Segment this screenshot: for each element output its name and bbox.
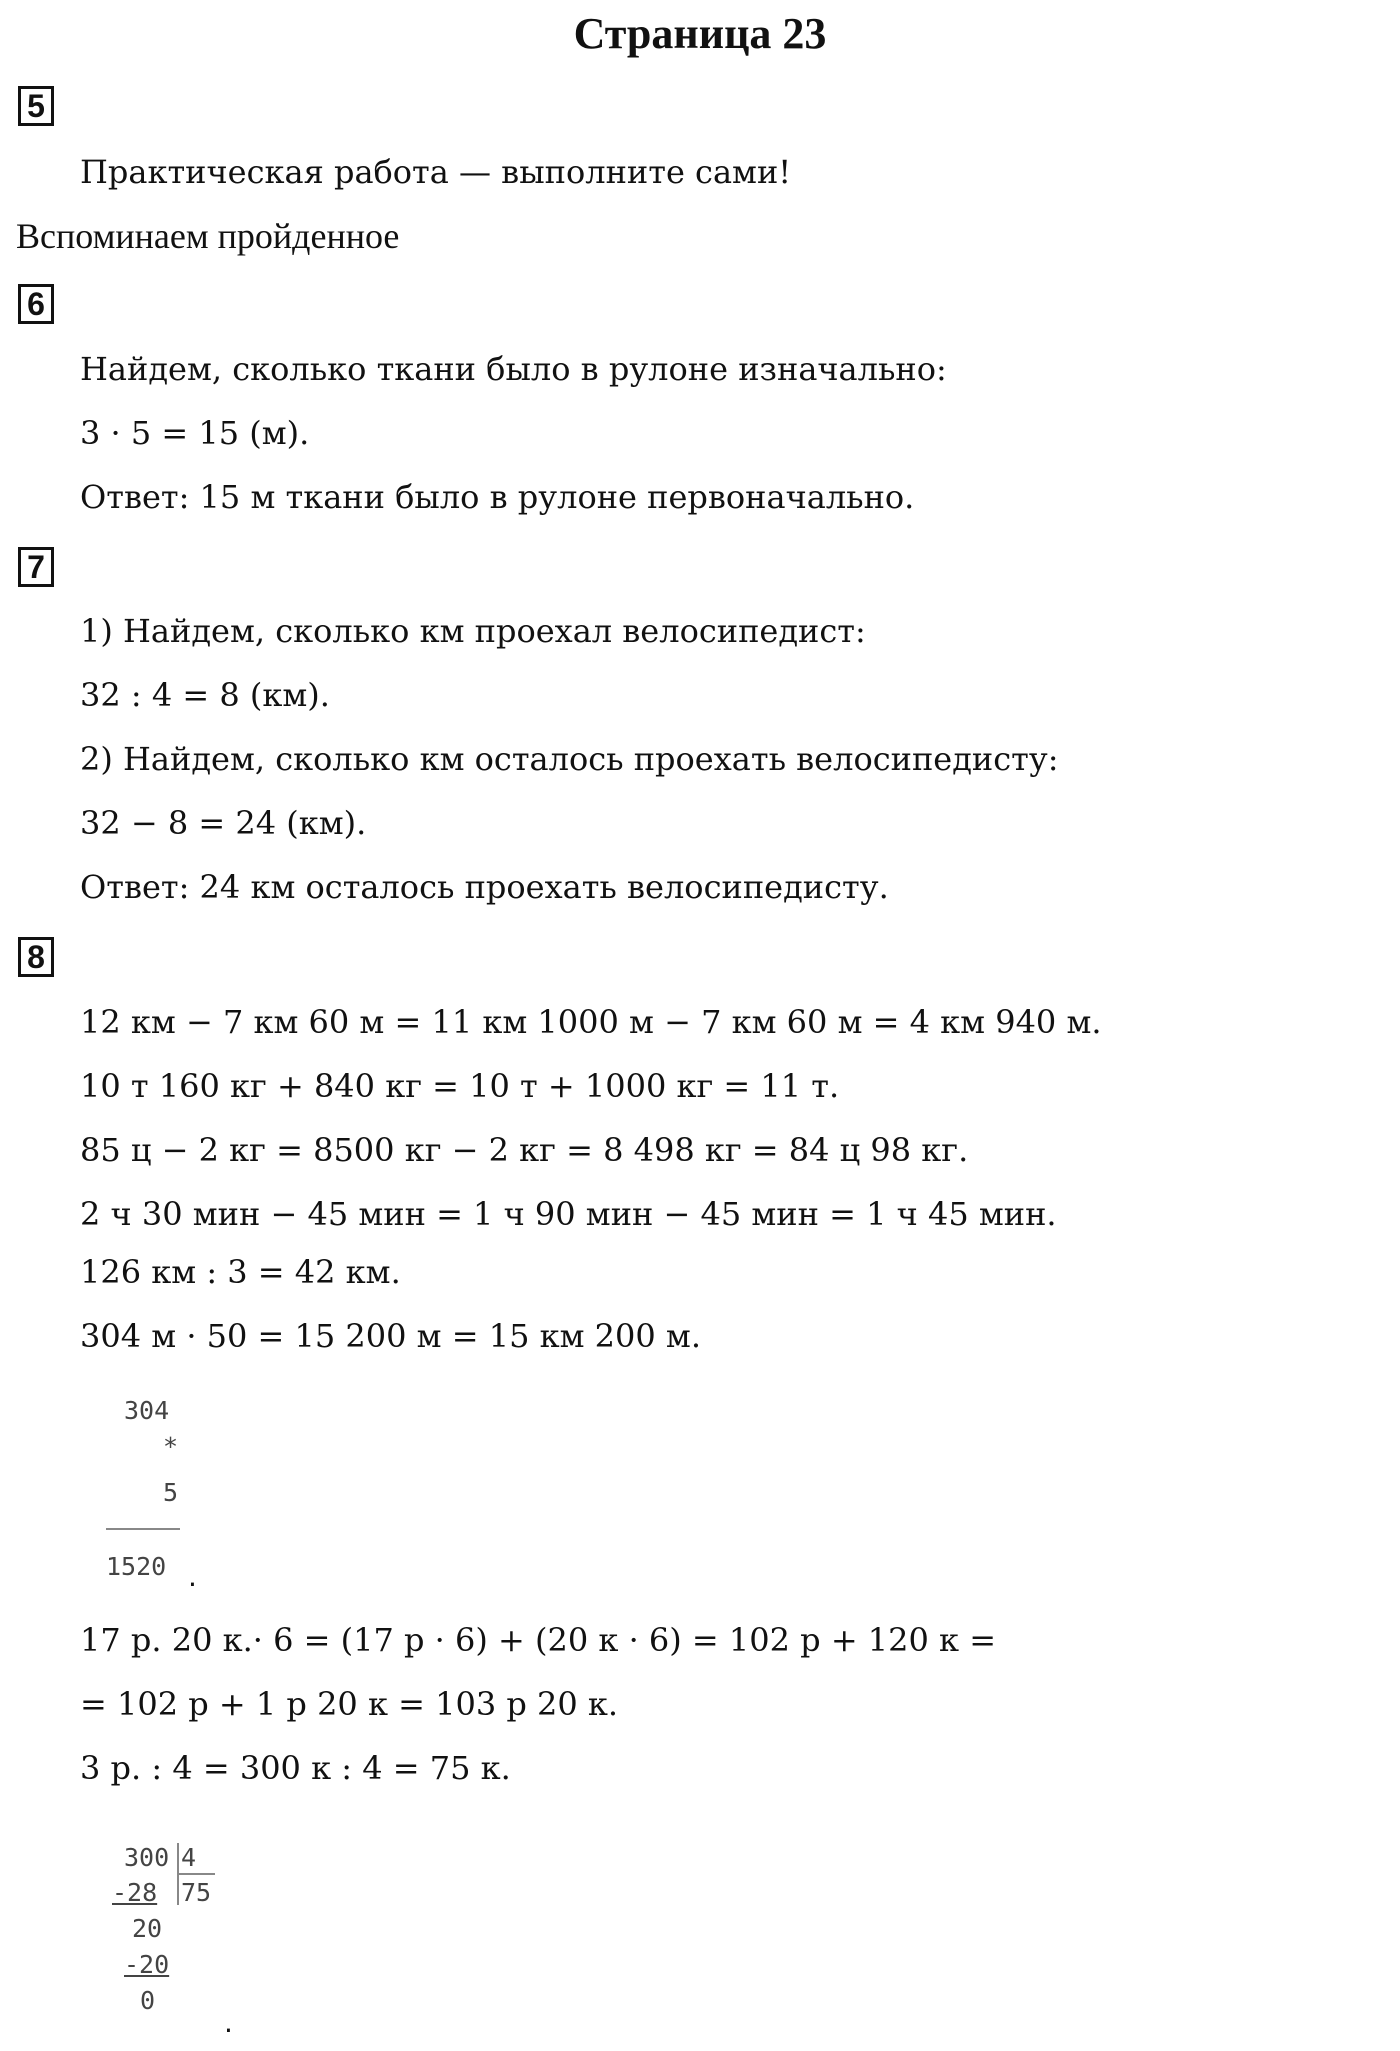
task6-line-3: Ответ: 15 м ткани было в рулоне первоначально. [80,478,915,516]
div-quotient: 75 [181,1878,212,1907]
task8-line-9: 3 р. : 4 = 300 к : 4 = 75 к. [80,1749,511,1787]
task7-line-2: 32 : 4 = 8 (км). [80,676,330,714]
task6-line-1: Найдем, сколько ткани было в рулоне изначально: [80,350,947,388]
review-heading: Вспоминаем пройденное [16,216,400,256]
task-number-7: 7 [18,547,54,587]
task7-line-1: 1) Найдем, сколько км проехал велосипедист: [80,612,866,650]
task-number-8: 8 [18,937,54,977]
task8-line-7: 17 р. 20 к.· 6 = (17 р · 6) + (20 к · 6) = 102 р + 120 к = [80,1621,997,1659]
task8-line-4: 2 ч 30 мин − 45 мин = 1 ч 90 мин − 45 мин = 1 ч 45 мин. [80,1195,1057,1233]
task8-line-6: 304 м · 50 = 15 200 м = 15 км 200 м. [80,1317,701,1355]
div-dot: . [224,2006,233,2039]
div-divisor: 4 [181,1843,197,1872]
div-remainder-2: 0 [140,1986,156,2015]
mult-bottom: 5 [163,1478,179,1507]
div-horizontal-rule [177,1873,215,1875]
mult-rule [106,1528,180,1530]
task7-line-4: 32 − 8 = 24 (км). [80,804,367,842]
div-dividend: 300 [124,1843,170,1872]
task5-line-1: Практическая работа — выполните сами! [80,153,792,191]
mult-dot: . [188,1560,197,1593]
div-remainder-1: 20 [132,1914,163,1943]
mult-result: 1520 [106,1552,167,1581]
task8-line-8: = 102 р + 1 р 20 к = 103 р 20 к. [80,1685,619,1723]
task7-line-5: Ответ: 24 км осталось проехать велосипедисту. [80,868,889,906]
task6-line-2: 3 · 5 = 15 (м). [80,414,310,452]
mult-operator: * [163,1432,179,1461]
task8-line-3: 85 ц − 2 кг = 8500 кг − 2 кг = 8 498 кг = 84 ц 98 кг. [80,1131,969,1169]
div-step-2: -20 [124,1950,170,1979]
div-step-1: -28 [112,1878,158,1907]
task8-line-1: 12 км − 7 км 60 м = 11 км 1000 м − 7 км 60 м = 4 км 940 м. [80,1003,1102,1041]
task-number-5: 5 [18,86,54,126]
task8-line-5: 126 км : 3 = 42 км. [80,1253,401,1291]
task8-line-2: 10 т 160 кг + 840 кг = 10 т + 1000 кг = 11 т. [80,1067,840,1105]
task7-line-3: 2) Найдем, сколько км осталось проехать велосипедисту: [80,740,1059,778]
task-number-6: 6 [18,284,54,324]
page-title: Страница 23 [573,9,827,58]
mult-top: 304 [124,1396,170,1425]
